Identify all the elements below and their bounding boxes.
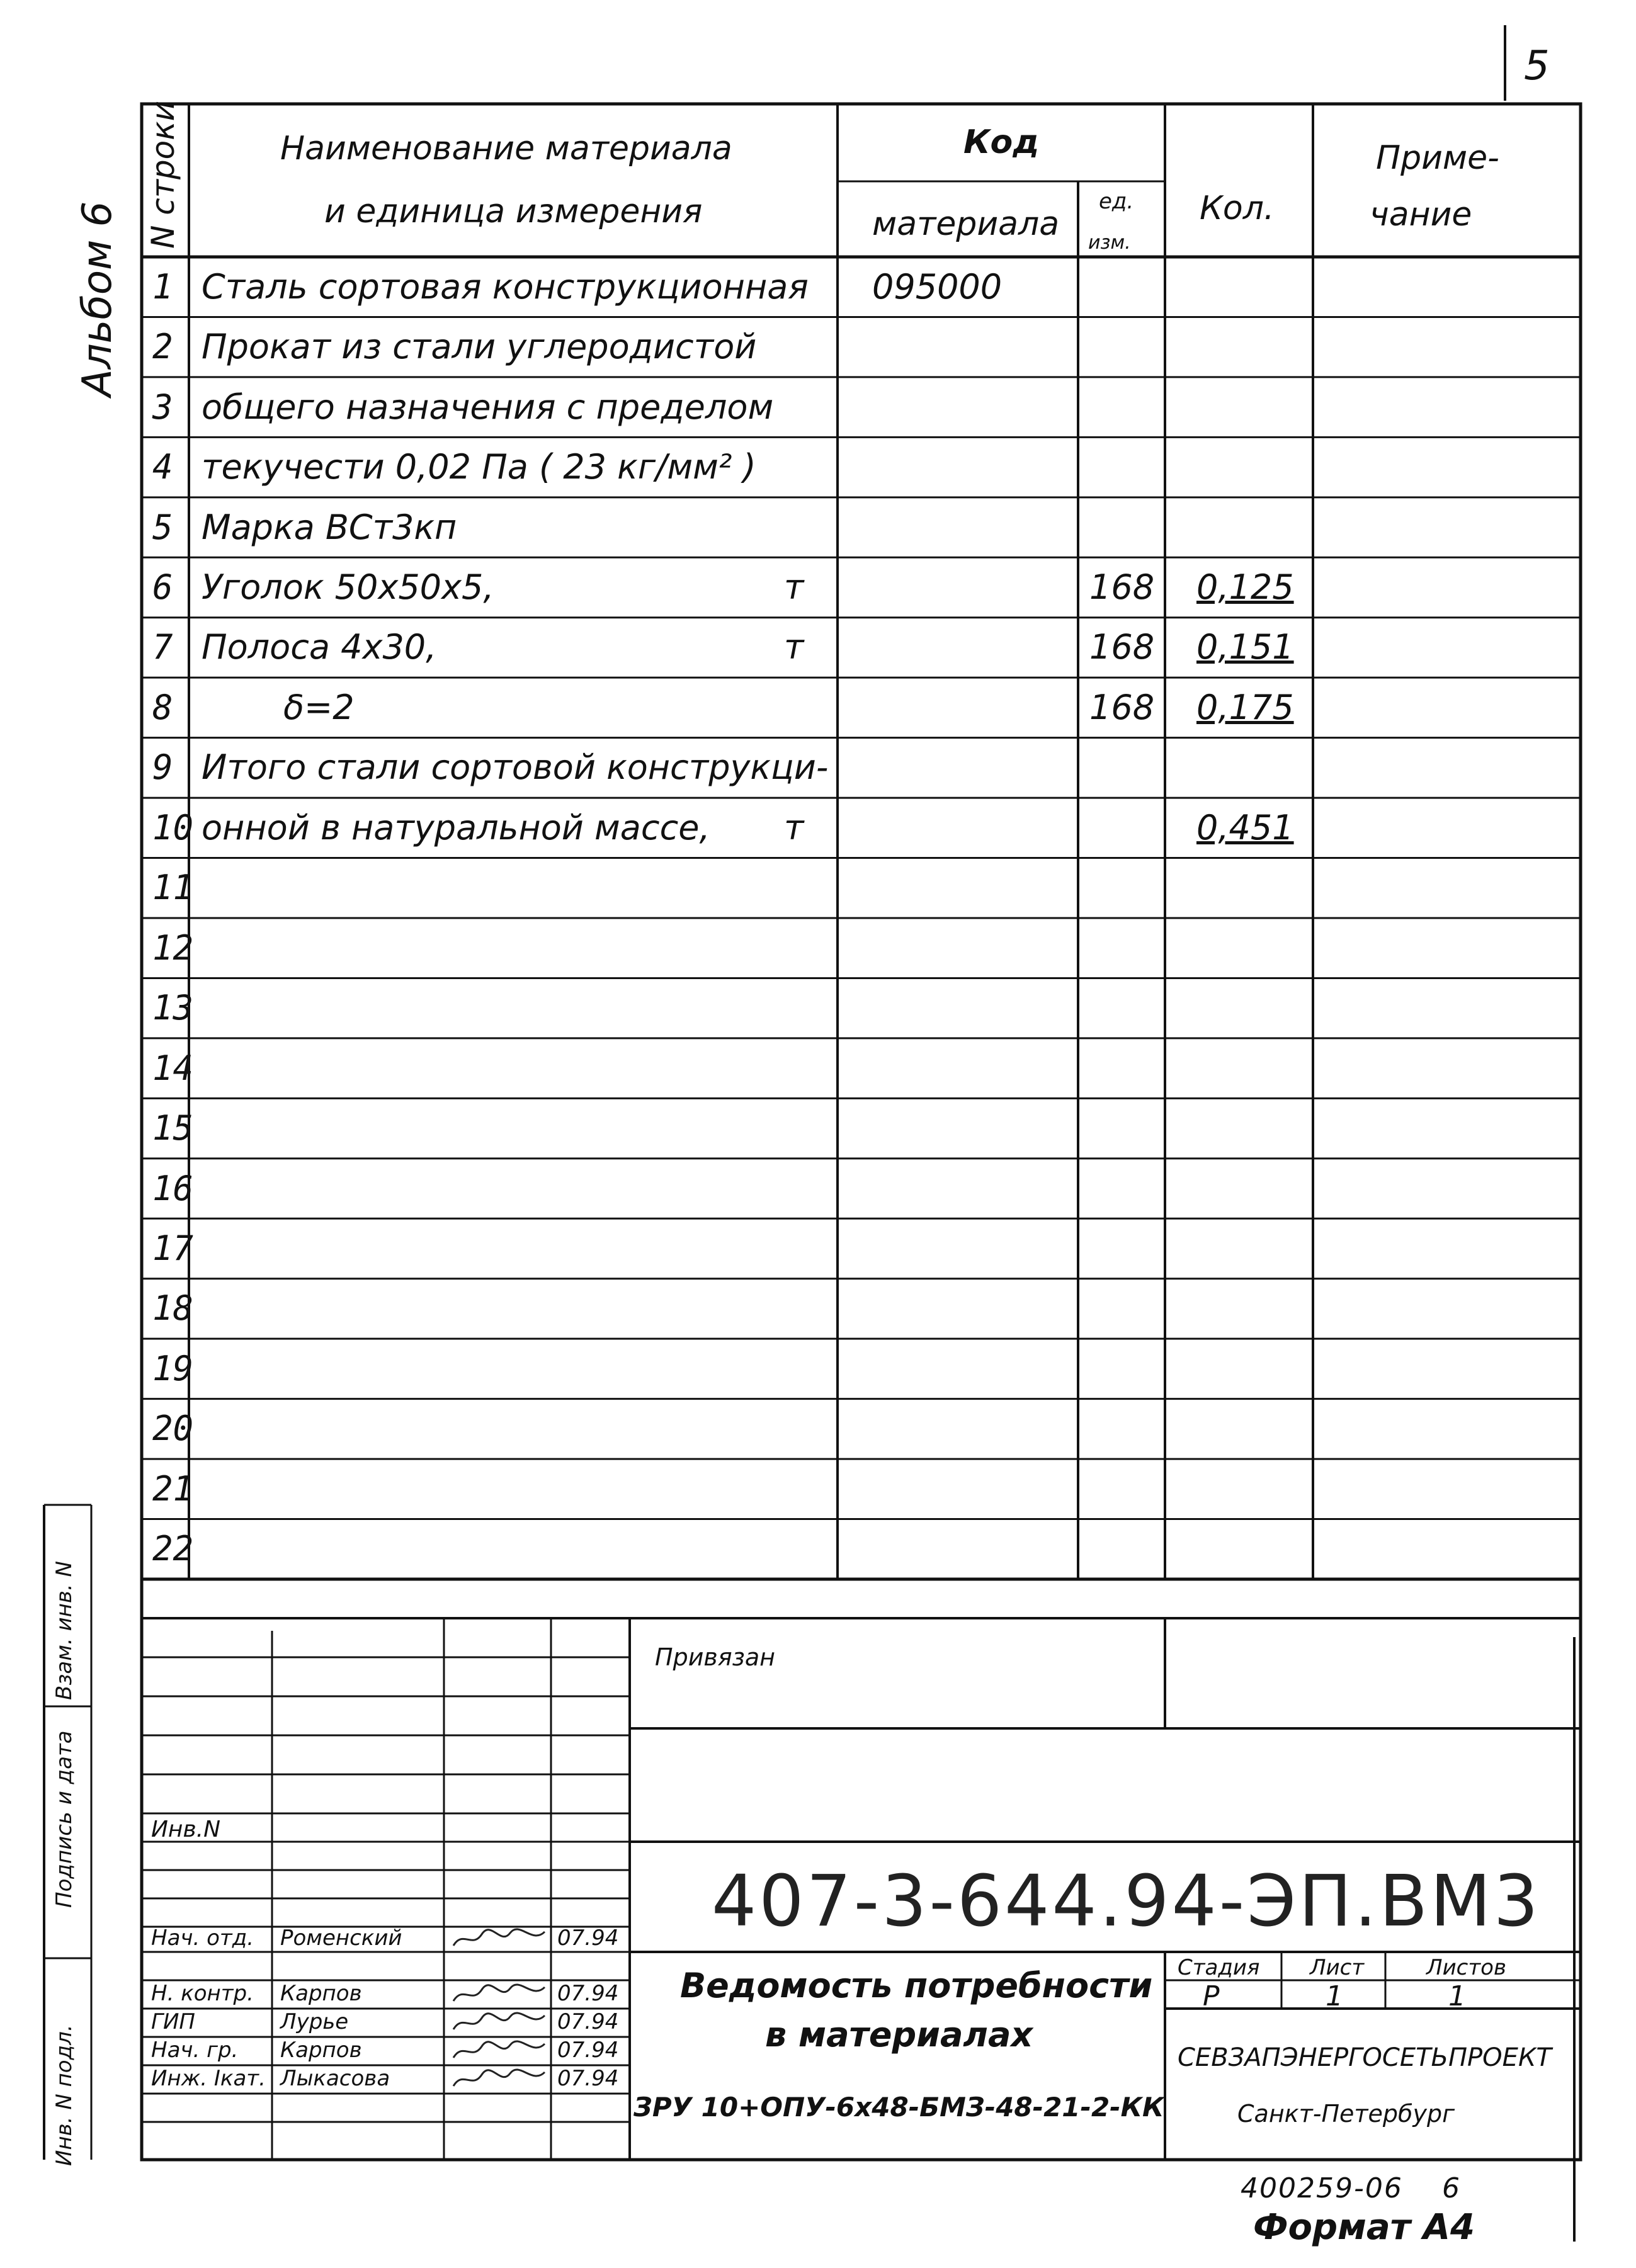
- sheets-label: Листов: [1426, 1955, 1507, 1980]
- signer-date: 07.94: [557, 1925, 619, 1951]
- col-name-header-line2: и единица измерения: [324, 193, 703, 230]
- row-number: 4: [152, 447, 173, 487]
- signer-date: 07.94: [557, 1981, 619, 2006]
- signer-role: Инж. Iкат.: [151, 2066, 266, 2091]
- signer-date: 07.94: [557, 2009, 619, 2034]
- row-material-name: общего назначения с пределом: [202, 387, 774, 427]
- col-kod-unit-header-line1: ед.: [1099, 189, 1134, 214]
- format-label: Формат А4: [1253, 2207, 1475, 2248]
- document-subject: ЗРУ 10+ОПУ-6х48-БМЗ-48-21-2-КК: [633, 2092, 1164, 2123]
- archive-page: 6: [1442, 2172, 1460, 2204]
- row-material-name: Сталь сортовая конструкционная: [202, 266, 809, 307]
- row-quantity: 0,125: [1196, 567, 1294, 607]
- signer-role: Нач. гр.: [151, 2038, 239, 2063]
- row-material-name: Итого стали сортовой конструкци-: [202, 747, 829, 788]
- col-kod-header: Код: [963, 123, 1040, 161]
- signer-name: Роменский: [280, 1925, 402, 1951]
- col-name-header-line1: Наименование материала: [280, 130, 732, 167]
- document-title-line2: в материалах: [765, 2015, 1033, 2055]
- row-number: 3: [152, 387, 173, 427]
- sheet-label: Лист: [1310, 1955, 1365, 1980]
- album-label: Альбом 6: [74, 201, 121, 397]
- row-number: 18: [152, 1288, 194, 1329]
- row-unit-code: 168: [1089, 687, 1155, 727]
- signer-role: Н. контр.: [151, 1981, 254, 2006]
- row-unit-code: 168: [1089, 627, 1155, 667]
- document-code: 407-3-644.94-ЭП.ВМ3: [712, 1861, 1541, 1942]
- row-number: 6: [152, 567, 173, 607]
- row-material-name: текучести 0,02 Па ( 23 кг/мм² ): [202, 447, 756, 487]
- stamp-vzam-inv: Взам. инв. N: [52, 1561, 77, 1700]
- col-kod-unit-header-line2: изм.: [1088, 232, 1131, 254]
- stamp-podpis-data: Подпись и дата: [52, 1730, 77, 1908]
- row-number: 22: [152, 1529, 194, 1569]
- row-number: 9: [152, 747, 173, 788]
- stage-value: Р: [1203, 1980, 1220, 2012]
- signer-name: Лыкасова: [280, 2066, 390, 2091]
- signer-role: ГИП: [151, 2009, 195, 2034]
- sheet-value: 1: [1326, 1980, 1343, 2012]
- signature-mark: [450, 1927, 551, 1952]
- row-number: 21: [152, 1468, 194, 1509]
- signer-name: Лурье: [280, 2009, 349, 2034]
- row-number: 7: [152, 627, 173, 667]
- signer-role: Нач. отд.: [151, 1925, 254, 1951]
- row-unit-code: 168: [1089, 567, 1155, 607]
- row-material-name: Уголок 50х50х5,: [202, 567, 494, 607]
- organization-city: Санкт-Петербург: [1237, 2100, 1455, 2128]
- row-number: 13: [152, 988, 194, 1028]
- signature-mark: [450, 2039, 551, 2064]
- row-number: 5: [152, 507, 173, 547]
- signature-mark: [450, 2010, 551, 2036]
- col-kod-material-header: материала: [872, 205, 1060, 243]
- row-number: 8: [152, 687, 173, 727]
- row-material-code: 095000: [872, 266, 1003, 307]
- row-number: 12: [152, 927, 194, 968]
- signer-name: Карпов: [280, 1981, 362, 2006]
- row-unit: т: [784, 627, 804, 667]
- row-material-name: Полоса 4х30,: [202, 627, 437, 667]
- signer-date: 07.94: [557, 2066, 619, 2091]
- stamp-inv-podl: Инв. N подл.: [52, 2024, 77, 2166]
- row-number: 19: [152, 1348, 194, 1388]
- row-number: 15: [152, 1108, 194, 1148]
- row-quantity: 0,451: [1196, 807, 1294, 848]
- row-quantity: 0,175: [1196, 687, 1294, 727]
- col-note-header-line2: чание: [1370, 196, 1472, 234]
- signature-mark: [450, 2067, 551, 2092]
- row-number: 20: [152, 1409, 194, 1449]
- row-quantity: 0,151: [1196, 627, 1294, 667]
- row-number: 14: [152, 1048, 194, 1088]
- row-number: 11: [152, 868, 194, 908]
- privyazan-label: Привязан: [655, 1643, 775, 1671]
- row-number: 10: [152, 807, 194, 848]
- row-material-name: онной в натуральной массе,: [202, 807, 710, 848]
- row-number: 1: [152, 266, 173, 307]
- organization-name: СЕВЗАПЭНЕРГОСЕТЬПРОЕКТ: [1178, 2043, 1552, 2072]
- page-number: 5: [1524, 43, 1550, 89]
- row-unit: т: [784, 807, 804, 848]
- inv-n-label: Инв.N: [151, 1817, 221, 1842]
- row-unit: т: [784, 567, 804, 607]
- sheets-value: 1: [1448, 1980, 1466, 2012]
- col-qty-header: Кол.: [1200, 190, 1275, 227]
- row-material-name: Прокат из стали углеродистой: [202, 327, 757, 367]
- row-number: 16: [152, 1168, 194, 1208]
- signature-mark: [450, 1982, 551, 2007]
- signer-name: Карпов: [280, 2038, 362, 2063]
- document-title-line1: Ведомость потребности: [680, 1966, 1153, 2005]
- row-number: 17: [152, 1228, 194, 1268]
- col-row-no-header: N строки: [145, 101, 181, 249]
- col-note-header-line1: Приме-: [1376, 139, 1499, 177]
- archive-number: 400259-06: [1241, 2172, 1403, 2204]
- stage-label: Стадия: [1178, 1955, 1260, 1980]
- signer-date: 07.94: [557, 2038, 619, 2063]
- row-material-name: Марка ВСт3кп: [202, 507, 457, 547]
- row-number: 2: [152, 327, 173, 367]
- row-material-name: δ=2: [283, 687, 355, 727]
